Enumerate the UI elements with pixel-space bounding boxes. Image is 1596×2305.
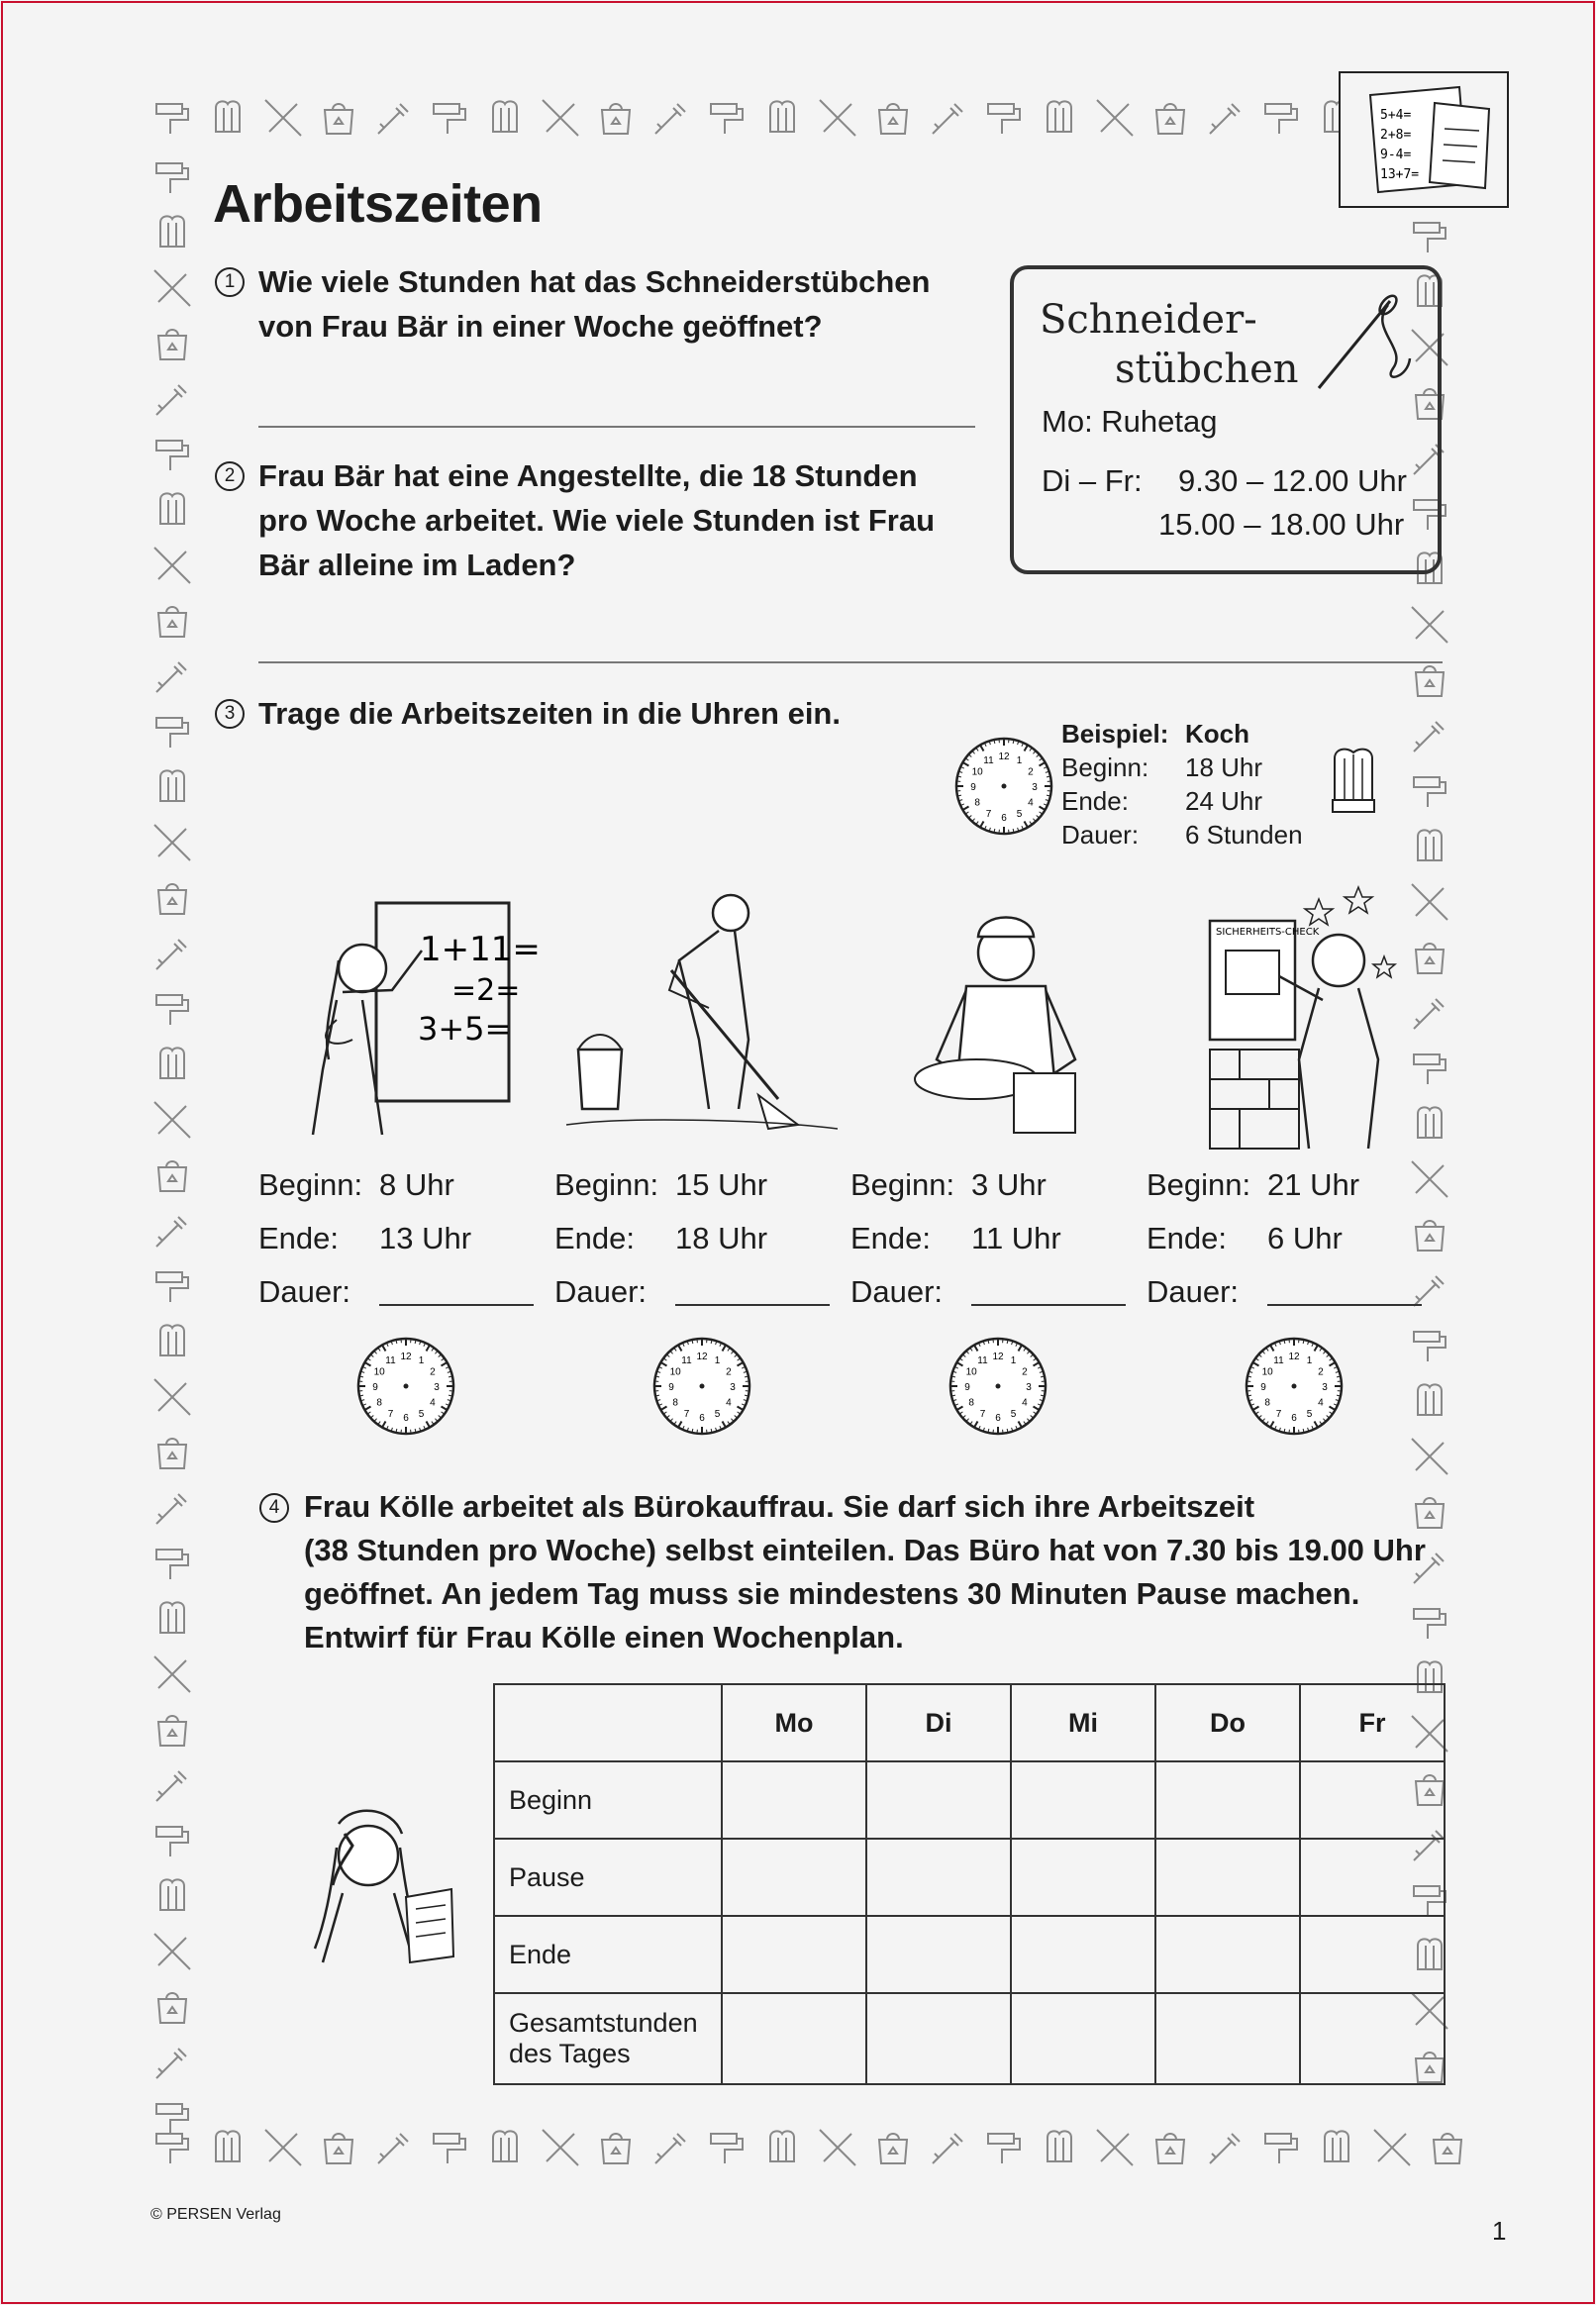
clock-number: 9 bbox=[668, 1382, 674, 1393]
decorative-border-left bbox=[149, 153, 208, 2124]
note-line-2: 2+8= bbox=[1380, 128, 1412, 143]
example-begin-label: Beginn: bbox=[1061, 752, 1149, 782]
clock-number: 9 bbox=[1260, 1382, 1266, 1393]
clock-number: 2 bbox=[430, 1366, 436, 1378]
table-header-day: Fr bbox=[1300, 1684, 1445, 1761]
task-2-text bbox=[258, 453, 1011, 587]
example-label: Beispiel: bbox=[1061, 719, 1169, 749]
task-2-line-1: Frau Bär hat eine Angestellte, die 18 Stunden bbox=[258, 458, 918, 493]
chef-hat-icon bbox=[758, 94, 806, 142]
example-end-value: 24 Uhr bbox=[1185, 786, 1263, 816]
table-cell[interactable] bbox=[866, 1839, 1011, 1916]
bag-icon bbox=[149, 1706, 196, 1754]
wrench-icon bbox=[1406, 1433, 1453, 1480]
table-cell[interactable] bbox=[1155, 1993, 1300, 2084]
corner-worksheet-illustration bbox=[1339, 71, 1509, 208]
bag-icon bbox=[592, 2124, 640, 2171]
worker-1-duration-label: Dauer: bbox=[258, 1274, 351, 1309]
bag-icon bbox=[149, 320, 196, 367]
worker-1-end-label: Ende: bbox=[258, 1221, 340, 1255]
chef-hat-icon bbox=[481, 2124, 529, 2171]
table-cell[interactable] bbox=[1011, 1916, 1155, 1993]
clock-number: 5 bbox=[1306, 1408, 1313, 1420]
chef-hat-icon bbox=[1406, 1100, 1453, 1148]
clock-number: 11 bbox=[983, 755, 994, 767]
clock-number: 6 bbox=[403, 1413, 409, 1424]
paint-roller-icon bbox=[980, 2124, 1028, 2171]
wrench-icon bbox=[259, 94, 307, 142]
clock-number: 8 bbox=[672, 1397, 678, 1409]
worker-2-duration-label: Dauer: bbox=[554, 1274, 648, 1309]
chef-hat-icon bbox=[204, 2124, 251, 2171]
clock-number: 2 bbox=[1022, 1366, 1028, 1378]
wrench-icon bbox=[149, 264, 196, 312]
clock-number: 11 bbox=[977, 1355, 988, 1367]
task-4-text bbox=[304, 1485, 1452, 1659]
shop-days: Di – Fr: bbox=[1042, 463, 1143, 498]
clock-center bbox=[1002, 784, 1007, 789]
clock-number: 10 bbox=[971, 766, 983, 778]
clock-number: 6 bbox=[699, 1413, 705, 1424]
shop-hours-box bbox=[1010, 265, 1442, 574]
clock-number: 1 bbox=[714, 1355, 721, 1367]
syringe-icon bbox=[149, 1484, 196, 1532]
clock-center bbox=[700, 1384, 705, 1389]
copyright: © PERSEN Verlag bbox=[150, 2206, 281, 2223]
worker-2-end-label: Ende: bbox=[554, 1221, 636, 1255]
bag-icon bbox=[1406, 934, 1453, 981]
syringe-icon bbox=[1406, 989, 1453, 1037]
syringe-icon bbox=[648, 2124, 695, 2171]
table-header-day: Mo bbox=[722, 1684, 866, 1761]
office-worker-illustration bbox=[303, 1794, 461, 1968]
task-2-line-3: Bär alleine im Laden? bbox=[258, 548, 576, 582]
clock-number: 1 bbox=[1016, 755, 1023, 767]
worker-4-duration-blank[interactable] bbox=[1267, 1304, 1422, 1306]
clock-worker-3[interactable] bbox=[945, 1333, 1051, 1440]
wrench-icon bbox=[814, 2124, 861, 2171]
table-cell[interactable] bbox=[866, 1993, 1011, 2084]
weekly-plan-table bbox=[493, 1683, 1446, 2085]
example-clock bbox=[950, 733, 1057, 840]
chef-hat-icon bbox=[149, 209, 196, 256]
paint-roller-icon bbox=[1406, 213, 1453, 260]
security-guard-illustration bbox=[1200, 881, 1408, 1149]
board-row-2: =2= bbox=[451, 973, 521, 1008]
clock-number: 5 bbox=[1016, 808, 1023, 820]
chef-hat-icon bbox=[204, 94, 251, 142]
syringe-icon bbox=[925, 2124, 972, 2171]
wrench-icon bbox=[1406, 601, 1453, 649]
wrench-icon bbox=[814, 94, 861, 142]
table-cell[interactable] bbox=[1011, 1993, 1155, 2084]
clock-number: 12 bbox=[1288, 1352, 1300, 1362]
clock-number: 6 bbox=[1001, 813, 1007, 824]
worker-1-info bbox=[258, 1158, 555, 1319]
syringe-icon bbox=[370, 2124, 418, 2171]
paint-roller-icon bbox=[1406, 1045, 1453, 1092]
task-4-line-3: geöffnet. An jedem Tag muss sie mindestens 30 Minuten Pause machen. bbox=[304, 1576, 1360, 1611]
chef-hat-icon bbox=[149, 763, 196, 811]
task-number-4: 4 bbox=[259, 1493, 289, 1523]
table-row bbox=[494, 1993, 1445, 2084]
example-block bbox=[1061, 717, 1303, 852]
baker-illustration bbox=[897, 891, 1105, 1139]
table-header-day: Di bbox=[866, 1684, 1011, 1761]
shop-name-line-2: stübchen bbox=[1115, 347, 1299, 392]
worker-4-end-label: Ende: bbox=[1147, 1221, 1228, 1255]
syringe-icon bbox=[149, 930, 196, 977]
clock-number: 4 bbox=[726, 1397, 732, 1409]
chef-hat-icon bbox=[149, 486, 196, 534]
example-job: Koch bbox=[1185, 719, 1249, 749]
paint-roller-icon bbox=[426, 94, 473, 142]
task-4-line-2: (38 Stunden pro Woche) selbst einteilen. Das Büro hat von 7.30 bis 19.00 Uhr bbox=[304, 1533, 1426, 1567]
clock-number: 7 bbox=[979, 1408, 986, 1420]
chef-hat-icon bbox=[1325, 745, 1382, 818]
syringe-icon bbox=[925, 94, 972, 142]
clock-number: 4 bbox=[1318, 1397, 1324, 1409]
paint-roller-icon bbox=[1257, 94, 1305, 142]
clock-number: 3 bbox=[434, 1382, 440, 1393]
clock-number: 8 bbox=[376, 1397, 382, 1409]
table-cell[interactable] bbox=[1011, 1839, 1155, 1916]
syringe-icon bbox=[370, 94, 418, 142]
paint-roller-icon bbox=[1406, 767, 1453, 815]
syringe-icon bbox=[149, 1207, 196, 1254]
clock-number: 4 bbox=[1022, 1397, 1028, 1409]
table-cell[interactable] bbox=[1300, 1761, 1445, 1839]
table-cell[interactable] bbox=[722, 1761, 866, 1839]
table-cell[interactable] bbox=[722, 1839, 866, 1916]
table-cell[interactable] bbox=[1155, 1839, 1300, 1916]
chef-hat-icon bbox=[1406, 1377, 1453, 1425]
paint-roller-icon bbox=[149, 94, 196, 142]
shop-hours-morning: 9.30 – 12.00 Uhr bbox=[1178, 463, 1407, 498]
worker-3-info bbox=[850, 1158, 1147, 1319]
clock-number: 9 bbox=[970, 782, 976, 793]
syringe-icon bbox=[1406, 712, 1453, 759]
answer-line-1[interactable] bbox=[258, 426, 975, 428]
task-4-line-1: Frau Kölle arbeitet als Bürokauffrau. Sie darf sich ihre Arbeitszeit bbox=[304, 1489, 1255, 1524]
note-line-1: 5+4= bbox=[1380, 108, 1412, 123]
wrench-icon bbox=[149, 1096, 196, 1144]
bag-icon bbox=[1406, 656, 1453, 704]
wrench-icon bbox=[149, 1651, 196, 1698]
wrench-icon bbox=[1368, 2124, 1416, 2171]
clock-number: 5 bbox=[418, 1408, 425, 1420]
chef-hat-icon bbox=[1036, 2124, 1083, 2171]
clock-number: 3 bbox=[1322, 1382, 1328, 1393]
shop-closed-day: Mo: Ruhetag bbox=[1042, 404, 1218, 439]
clock-worker-2[interactable] bbox=[648, 1333, 755, 1440]
task-1-line-1: Wie viele Stunden hat das Schneiderstübchen bbox=[258, 264, 931, 299]
bag-icon bbox=[149, 1152, 196, 1199]
teacher-illustration bbox=[293, 891, 541, 1139]
worker-4-info bbox=[1147, 1158, 1444, 1319]
wrench-icon bbox=[149, 1373, 196, 1421]
worker-3-duration-label: Dauer: bbox=[850, 1274, 944, 1309]
clock-number: 4 bbox=[1028, 797, 1034, 809]
clock-number: 7 bbox=[985, 808, 992, 820]
paint-roller-icon bbox=[149, 1817, 196, 1864]
clock-number: 7 bbox=[683, 1408, 690, 1420]
row-label-total bbox=[494, 1993, 722, 2084]
clock-number: 1 bbox=[1010, 1355, 1017, 1367]
syringe-icon bbox=[1202, 2124, 1249, 2171]
clock-number: 8 bbox=[1264, 1397, 1270, 1409]
clock-number: 3 bbox=[1026, 1382, 1032, 1393]
clock-number: 9 bbox=[964, 1382, 970, 1393]
paint-roller-icon bbox=[149, 985, 196, 1033]
chef-hat-icon bbox=[1313, 2124, 1360, 2171]
worker-3-duration-blank[interactable] bbox=[971, 1304, 1126, 1306]
bag-icon bbox=[149, 597, 196, 645]
example-end-label: Ende: bbox=[1061, 786, 1129, 816]
table-cell[interactable] bbox=[866, 1761, 1011, 1839]
worker-2-begin-label: Beginn: bbox=[554, 1167, 659, 1202]
table-row bbox=[494, 1916, 1445, 1993]
paint-roller-icon bbox=[149, 2124, 196, 2171]
shop-hours-afternoon: 15.00 – 18.00 Uhr bbox=[1158, 507, 1405, 542]
chef-hat-icon bbox=[758, 2124, 806, 2171]
worker-4-duration-label: Dauer: bbox=[1147, 1274, 1240, 1309]
worker-3-begin-label: Beginn: bbox=[850, 1167, 955, 1202]
worker-1-duration-blank[interactable] bbox=[379, 1304, 534, 1306]
clock-number: 7 bbox=[1275, 1408, 1282, 1420]
task-1-line-2: von Frau Bär in einer Woche geöffnet? bbox=[258, 309, 823, 344]
decorative-border-bottom bbox=[149, 2124, 1465, 2183]
paint-roller-icon bbox=[149, 1262, 196, 1310]
bag-icon bbox=[1147, 2124, 1194, 2171]
example-begin-value: 18 Uhr bbox=[1185, 752, 1263, 782]
table-row bbox=[494, 1839, 1445, 1916]
board-row-1: 1+11= bbox=[420, 930, 541, 969]
wrench-icon bbox=[149, 542, 196, 589]
table-cell[interactable] bbox=[1300, 1916, 1445, 1993]
worker-3-end: 11 Uhr bbox=[971, 1221, 1061, 1255]
chef-hat-icon bbox=[1036, 94, 1083, 142]
chef-hat-icon bbox=[149, 1872, 196, 1920]
clock-number: 4 bbox=[430, 1397, 436, 1409]
bag-icon bbox=[869, 94, 917, 142]
clock-number: 10 bbox=[965, 1366, 977, 1378]
clock-number: 7 bbox=[387, 1408, 394, 1420]
wrench-icon bbox=[1091, 2124, 1139, 2171]
paint-roller-icon bbox=[426, 2124, 473, 2171]
clock-number: 2 bbox=[1028, 766, 1034, 778]
table-cell[interactable] bbox=[722, 1916, 866, 1993]
clock-number: 5 bbox=[1010, 1408, 1017, 1420]
syringe-icon bbox=[149, 375, 196, 423]
clock-number: 3 bbox=[1032, 782, 1038, 793]
chef-hat-icon bbox=[1406, 823, 1453, 870]
worker-1-begin: 8 Uhr bbox=[379, 1167, 454, 1202]
security-sign-text: SICHERHEITS-CHECK bbox=[1216, 927, 1320, 938]
clock-number: 10 bbox=[373, 1366, 385, 1378]
clock-center bbox=[996, 1384, 1001, 1389]
chef-hat-icon bbox=[149, 1595, 196, 1643]
row-label-total-line-2: des Tages bbox=[509, 2039, 631, 2068]
task-number-2: 2 bbox=[215, 461, 245, 491]
table-header-row bbox=[494, 1684, 1445, 1761]
paint-roller-icon bbox=[1406, 1322, 1453, 1369]
bag-icon bbox=[149, 874, 196, 922]
table-cell[interactable] bbox=[1300, 1839, 1445, 1916]
syringe-icon bbox=[149, 2039, 196, 2086]
syringe-icon bbox=[1202, 94, 1249, 142]
table-cell[interactable] bbox=[1155, 1916, 1300, 1993]
table-cell[interactable] bbox=[1155, 1761, 1300, 1839]
wrench-icon bbox=[537, 2124, 584, 2171]
table-header-day: Mi bbox=[1011, 1684, 1155, 1761]
needle-thread-icon bbox=[1299, 289, 1418, 398]
worker-1-end: 13 Uhr bbox=[379, 1221, 472, 1255]
task-4-line-4: Entwirf für Frau Kölle einen Wochenplan. bbox=[304, 1620, 904, 1654]
worker-3-begin: 3 Uhr bbox=[971, 1167, 1047, 1202]
table-header-day: Do bbox=[1155, 1684, 1300, 1761]
bag-icon bbox=[149, 1429, 196, 1476]
chef-hat-icon bbox=[149, 1041, 196, 1088]
table-cell[interactable] bbox=[722, 1993, 866, 2084]
bag-icon bbox=[869, 2124, 917, 2171]
paint-roller-icon bbox=[703, 94, 750, 142]
answer-line-2[interactable] bbox=[258, 661, 1443, 663]
clock-worker-4[interactable] bbox=[1241, 1333, 1347, 1440]
task-number-3: 3 bbox=[215, 699, 245, 729]
chef-hat-icon bbox=[481, 94, 529, 142]
board-row-3: 3+5= bbox=[418, 1010, 512, 1048]
table-row bbox=[494, 1761, 1445, 1839]
page-title: Arbeitszeiten bbox=[213, 174, 543, 234]
clock-number: 9 bbox=[372, 1382, 378, 1393]
task-2-line-2: pro Woche arbeitet. Wie viele Stunden ist Frau bbox=[258, 503, 935, 538]
chef-hat-icon bbox=[149, 1318, 196, 1365]
wrench-icon bbox=[1091, 94, 1139, 142]
clock-center bbox=[1292, 1384, 1297, 1389]
bag-icon bbox=[1147, 94, 1194, 142]
clock-number: 12 bbox=[998, 752, 1010, 762]
paint-roller-icon bbox=[149, 153, 196, 201]
task-3-text: Trage die Arbeitszeiten in die Uhren ein. bbox=[258, 696, 841, 731]
note-line-3: 9-4= bbox=[1380, 148, 1412, 162]
table-corner-cell bbox=[494, 1684, 722, 1761]
table-cell[interactable] bbox=[1011, 1761, 1155, 1839]
paint-roller-icon bbox=[149, 1540, 196, 1587]
clock-center bbox=[404, 1384, 409, 1389]
wrench-icon bbox=[1406, 878, 1453, 926]
bag-icon bbox=[592, 94, 640, 142]
paint-roller-icon bbox=[1257, 2124, 1305, 2171]
worker-4-end: 6 Uhr bbox=[1267, 1221, 1343, 1255]
clock-number: 8 bbox=[968, 1397, 974, 1409]
bag-icon bbox=[315, 2124, 362, 2171]
clock-worker-1[interactable] bbox=[352, 1333, 459, 1440]
clock-number: 2 bbox=[1318, 1366, 1324, 1378]
clock-number: 12 bbox=[992, 1352, 1004, 1362]
worker-4-begin-label: Beginn: bbox=[1147, 1167, 1251, 1202]
example-duration-label: Dauer: bbox=[1061, 820, 1140, 850]
clock-number: 1 bbox=[1306, 1355, 1313, 1367]
clock-number: 1 bbox=[418, 1355, 425, 1367]
clock-number: 8 bbox=[974, 797, 980, 809]
row-label: Beginn bbox=[494, 1761, 722, 1839]
paint-roller-icon bbox=[149, 708, 196, 755]
bag-icon bbox=[315, 94, 362, 142]
worker-2-info bbox=[554, 1158, 851, 1319]
paint-roller-icon bbox=[703, 2124, 750, 2171]
worker-2-duration-blank[interactable] bbox=[675, 1304, 830, 1306]
worker-2-begin: 15 Uhr bbox=[675, 1167, 768, 1202]
clock-number: 12 bbox=[696, 1352, 708, 1362]
task-number-1: 1 bbox=[215, 267, 245, 297]
bag-icon bbox=[1424, 2124, 1471, 2171]
clock-number: 11 bbox=[1273, 1355, 1284, 1367]
page-number: 1 bbox=[1492, 2216, 1507, 2246]
shop-name-line-1: Schneider- bbox=[1040, 297, 1257, 343]
worker-3-end-label: Ende: bbox=[850, 1221, 932, 1255]
clock-number: 6 bbox=[995, 1413, 1001, 1424]
syringe-icon bbox=[648, 94, 695, 142]
paint-roller-icon bbox=[149, 431, 196, 478]
wrench-icon bbox=[149, 819, 196, 866]
clock-number: 10 bbox=[1261, 1366, 1273, 1378]
example-duration-value: 6 Stunden bbox=[1185, 820, 1303, 850]
cleaner-illustration bbox=[560, 891, 844, 1139]
clock-number: 2 bbox=[726, 1366, 732, 1378]
table-cell[interactable] bbox=[866, 1916, 1011, 1993]
clock-number: 3 bbox=[730, 1382, 736, 1393]
clock-number: 10 bbox=[669, 1366, 681, 1378]
row-label-total-line-1: Gesamtstunden bbox=[509, 2008, 698, 2038]
clock-number: 11 bbox=[385, 1355, 396, 1367]
table-cell[interactable] bbox=[1300, 1993, 1445, 2084]
clock-number: 11 bbox=[681, 1355, 692, 1367]
note-line-4: 13+7= bbox=[1380, 167, 1420, 182]
worker-4-begin: 21 Uhr bbox=[1267, 1167, 1360, 1202]
wrench-icon bbox=[259, 2124, 307, 2171]
decorative-border-top bbox=[149, 94, 1337, 153]
wrench-icon bbox=[149, 1928, 196, 1975]
worker-1-begin-label: Beginn: bbox=[258, 1167, 363, 1202]
row-label: Pause bbox=[494, 1839, 722, 1916]
wrench-icon bbox=[537, 94, 584, 142]
syringe-icon bbox=[149, 1761, 196, 1809]
clock-number: 6 bbox=[1291, 1413, 1297, 1424]
worker-2-end: 18 Uhr bbox=[675, 1221, 768, 1255]
syringe-icon bbox=[149, 652, 196, 700]
clock-number: 5 bbox=[714, 1408, 721, 1420]
paint-roller-icon bbox=[980, 94, 1028, 142]
bag-icon bbox=[149, 1983, 196, 2031]
task-1-text bbox=[258, 259, 991, 349]
row-label: Ende bbox=[494, 1916, 722, 1993]
clock-number: 12 bbox=[400, 1352, 412, 1362]
